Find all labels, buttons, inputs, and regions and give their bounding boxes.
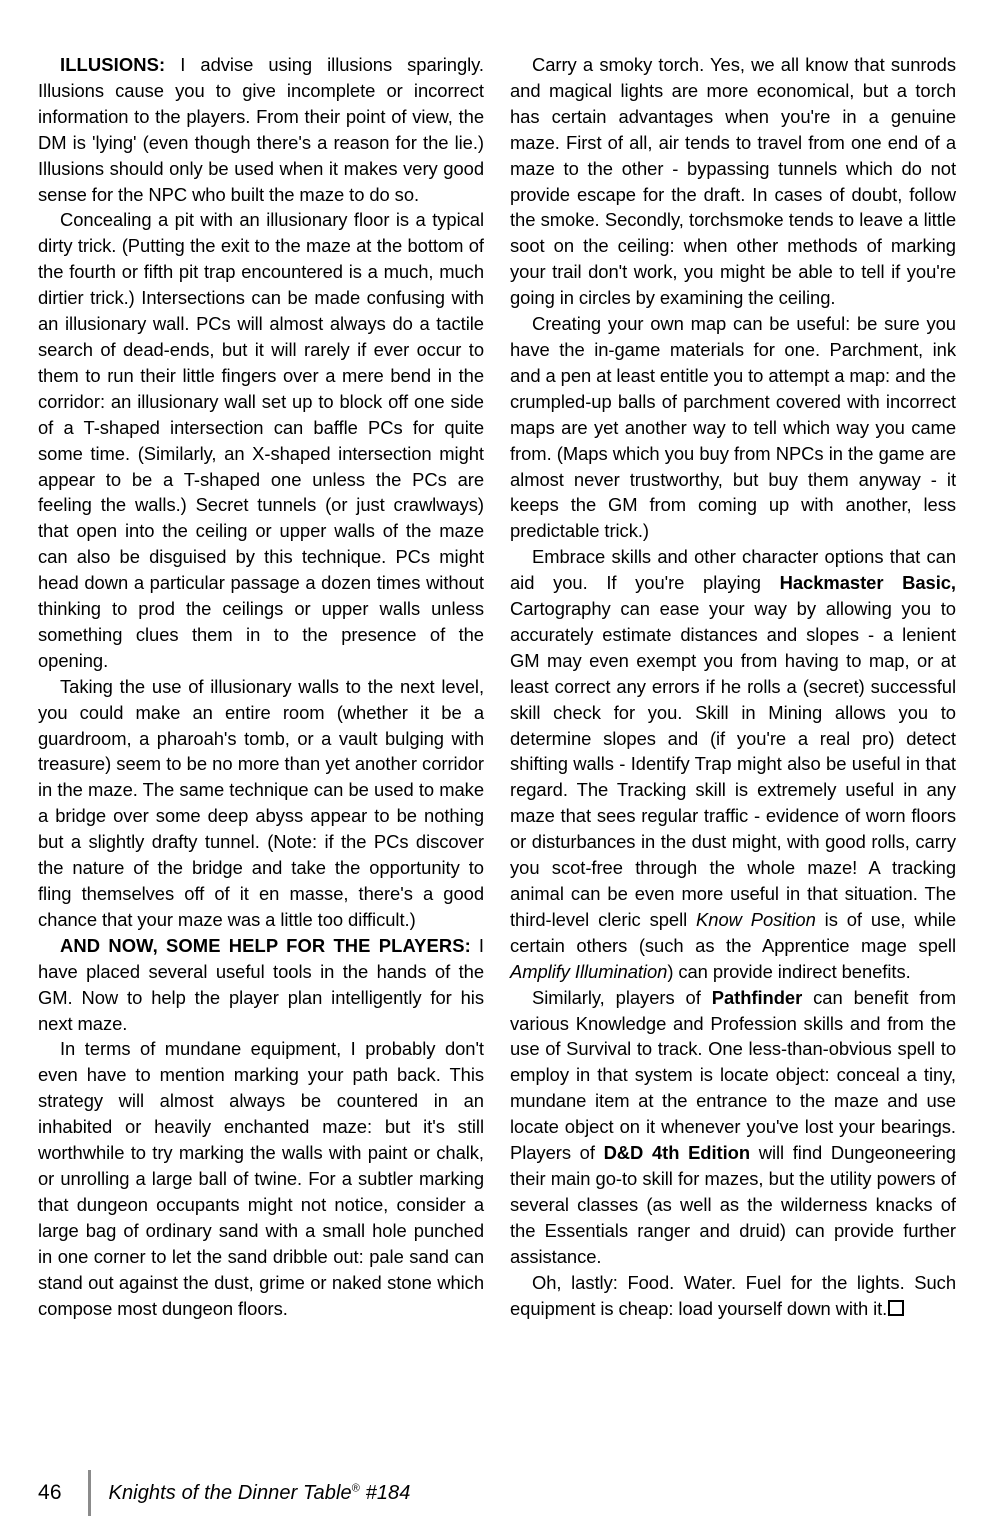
publication-title [109,1482,411,1505]
paragraph-smoky-torch: Carry a smoky torch. Yes, we all know that sunrods and magical lights are more economical, but a torch has certain advantages when you're in a genuine maze. First of all, air tends to travel from one end of a maze to the other - bypassing tunnels which do not provide escape for the draft. In cases of doubt, follow the smoke. Secondly, torchsmoke tends to leave a little soot on the ceiling: when other methods of marking your trail don't work, you might be able to tell if you're going in circles by examining the ceiling. [510,54,956,309]
issue-number: #184 [359,1481,411,1504]
right-text-column [510,52,956,1422]
paragraph-text: will find Dungeoneering their main go-to skill for mazes, but the utility powers of several classes (as well as the wilderness knacks of the Essentials ranger and druid) can provide further assistance. [510,1142,956,1267]
game-system-name-dnd-4e: D&D 4th Edition [603,1142,751,1164]
paragraph-pathfinder [510,985,956,1270]
paragraph-text: Cartography can ease your way by allowing you to accurately estimate distances and slopes - a lenient GM may even exempt you from having to map, or at least correct any errors if he rolls a (secret) successful skill check for you. Skill in Mining allows you to determine slopes and (if you're a real pro) detect shifting walls - Identify Trap might also be useful in that regard. The Tracking skill is extremely useful in any maze that sees regular traffic - evidence of worn floors or disturbances in the dust might, with good rolls, carry you scot-free through the whole maze! A tracking animal can be even more useful in that situation. The third-level cleric spell [510,598,956,930]
paragraph-mundane-equipment: In terms of mundane equipment, I probably don't even have to mention marking your path back. This strategy will almost always be countered in an inhabited or heavily enchanted maze: but it's still worthwhile to try marking the walls with paint or chalk, or unrolling a large ball of twine. For a subtler marking that dungeon occupants might not notice, consider a large bag of ordinary sand with a small hole punched in one corner to let the sand dribble out: pale sand can stand out against the dust, grime or naked stone which compose most dungeon floors. [38,1038,484,1319]
spell-name-amplify-illumination: Amplify Illumination [510,960,668,982]
paragraph-text: Oh, lastly: Food. Water. Fuel for the lights. Such equipment is cheap: load yourself down with it. [510,1271,956,1319]
paragraph-help-for-players [38,933,484,1037]
paragraph-illusionary-walls-next-level: Taking the use of illusionary walls to the next level, you could make an entire room (whether it be a guardroom, a pharoah's tomb, or a vault bulging with treasure) seem to be no more than yet another corridor in the maze. The same technique can be used to make a bridge over some deep abyss appear to be nothing but a slightly drafty tunnel. (Note: if the PCs discover the nature of the bridge and take the opportunity to fling themselves off of it en masse, there's a good chance that your maze was a little too difficult.) [38,675,484,930]
paragraph-text: I have placed several useful tools in the hands of the GM. Now to help the player plan intelligently for his next maze. [38,934,484,1034]
game-system-name-pathfinder: Pathfinder [711,986,803,1008]
game-system-name-hackmaster: Hackmaster Basic, [779,572,956,594]
paragraph-text: is of use, while certain others (such as the Apprentice mage spell [510,908,956,956]
page-number: 46 [38,1481,62,1504]
paragraph-embrace-skills [510,544,956,984]
paragraph-creating-your-own-map: Creating your own map can be useful: be sure you have the in-game materials for one. Parchment, ink and a pen at least entitle you to attempt a map: and the crumpled-up balls of parchment covered with incorrect maps are yet another way to tell which way you came from. (Maps which you buy from NPCs in the game are almost never trustworthy, but buy them anyway - it keeps the GM from coming up with another, less predictable trick.) [510,313,956,542]
left-text-column [38,52,484,1422]
paragraph-text: I advise using illusions sparingly. Illusions cause you to give incomplete or incorrect information to the players. From their point of view, the DM is 'lying' (even though there's a reason for the lie.) Illusions should only be used when it makes very good sense for the NPC who built the maze to do so. [38,54,484,205]
footer-divider [88,1470,91,1516]
paragraph-lead-in: AND NOW, SOME HELP FOR THE PLAYERS: [60,934,471,956]
paragraph-text: ) can provide indirect benefits. [667,960,911,982]
paragraph-text: Similarly, players of [532,986,712,1008]
paragraph-illusions-intro [38,52,484,207]
end-of-article-square-icon [888,1300,904,1316]
spell-name-know-position: Know Position [696,908,816,930]
paragraph-text: Embrace skills and other character options that can aid you. If you're playing [510,546,956,594]
paragraph-text: can benefit from various Knowledge and Profession skills and from the use of Survival to track. One less-than-obvious spell to employ in that system is locate object: conceal a tiny, mundane item at the entrance to the maze and use locate object on it whenever you've lost your bearings. Players of [510,986,956,1164]
paragraph-concealing-pit: Concealing a pit with an illusionary floor is a typical dirty trick. (Putting the exit to the maze at the bottom of the fourth or fifth pit trap encountered is a much, much dirtier trick.) Intersections can be made confusing with an illusionary wall. PCs will almost always do a tactile search of dead-ends, but it will rarely if ever occur to them to run their little fingers over a mere bend in the corridor: an illusionary wall set up to block off one side of a T-shaped intersection can baffle PCs for quite some time. (Similarly, an X-shaped intersection might appear to be a T-shaped one unless the PCs are feeling the walls.) Secret tunnels (or just crawlways) that open into the ceiling or upper walls of the maze can also be disguised by this technique. PCs might head down a particular passage a dozen times without thinking to prod the ceilings or upper walls unless something clues them in to the presence of the opening. [38,209,484,671]
page-footer [38,1466,956,1520]
registered-trademark-icon: ® [351,1481,360,1494]
publication-name: Knights of the Dinner Table [108,1481,352,1504]
paragraph-food-water-fuel [510,1270,956,1322]
two-column-text-body [38,52,956,1422]
paragraph-lead-in: ILLUSIONS: [60,54,166,75]
